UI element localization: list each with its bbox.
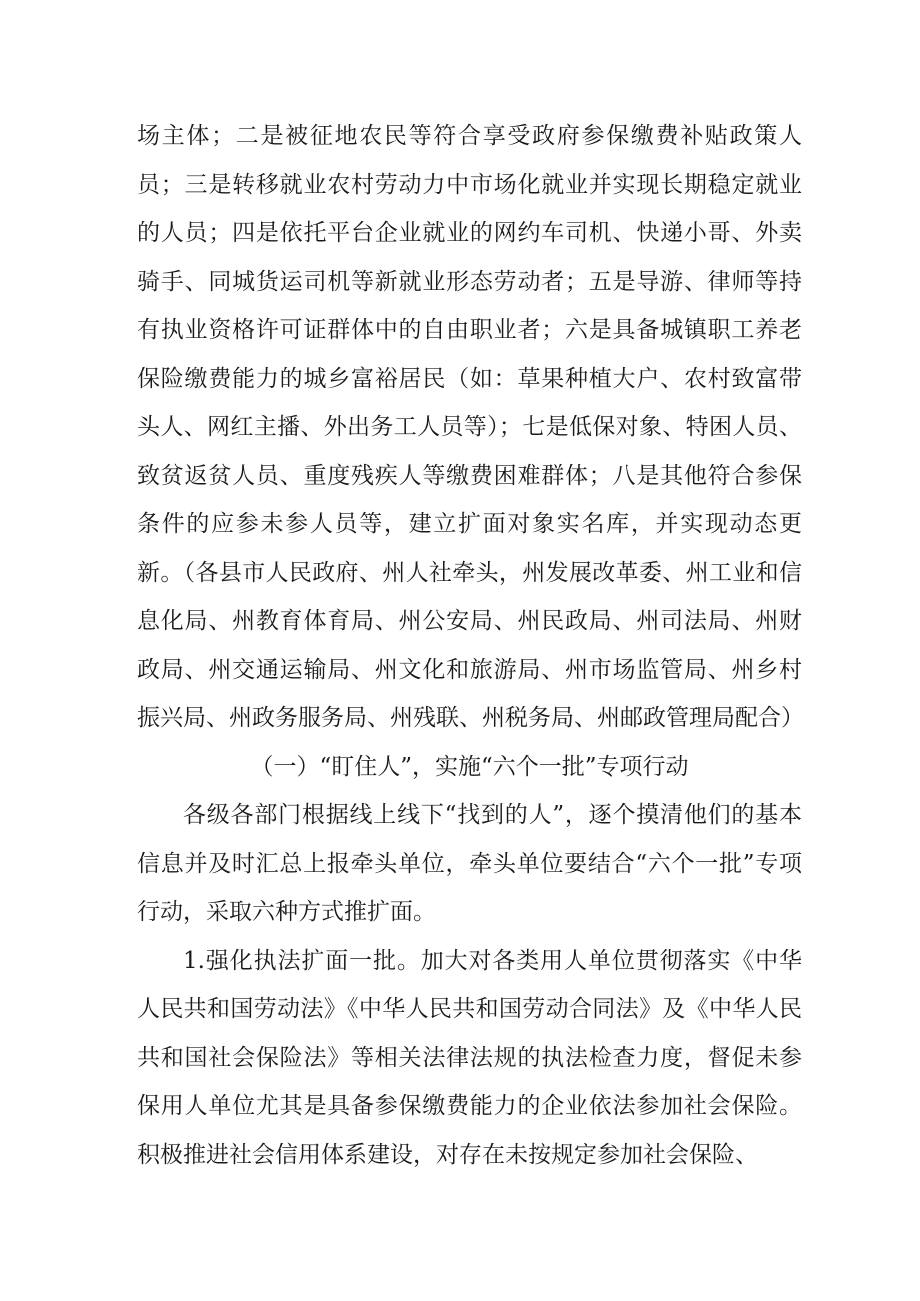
section-heading: （一）“盯住人”，实施“六个一批”专项行动 [250, 753, 689, 780]
paragraph-continuation: 场主体；二是被征地农民等符合享受政府参保缴费补贴政策人员；三是转移就业农村劳动力中市场化就业并实现长期稳定就业的人员；四是依托平台企业就业的网约车司机、快递小哥、外卖骑手、同城货运司机等新就业形态劳动者；五是导游、律师等持有执业资格许可证群体中的自由职业者；六是具备城镇职工养老保险缴费能力的城乡富裕居民（如：草果种植大户、农村致富带头人、网红主播、外出务工人员等）；七是低保对象、特困人员、致贫返贫人员、重度残疾人等缴费困难群体；八是其他符合参保条件的应参未参人员等，建立扩面对象实名库，并实现动态更新。（各县市人民政府、州人社牵头，州发展改革委、州工业和信息化局、州教育体育局、州公安局、州民政局、州司法局、州财政局、州交通运输局、州文化和旅游局、州市场监管局、州乡村振兴局、州政务服务局、州残联、州税务局、州邮政管理局配合） [137, 123, 804, 731]
paragraph: 各级各部门根据线上线下“找到的人”，逐个摸清他们的基本信息并及时汇总上报牵头单位，牵头单位要结合“六个一批”专项行动，采取六种方式推扩面。 [137, 802, 802, 925]
paragraph: 1.强化执法扩面一批。加大对各类用人单位贯彻落实《中华人民共和国劳动法》《中华人民共和国劳动合同法》及《中华人民共和国社会保险法》等相关法律法规的执法检查力度，督促未参保用人单位尤其是具备参保缴费能力的企业依法参加社会保险。积极推进社会信用体系建设，对存在未按规定参加社会保险、 [137, 947, 802, 1168]
document-body [137, 112, 802, 1179]
